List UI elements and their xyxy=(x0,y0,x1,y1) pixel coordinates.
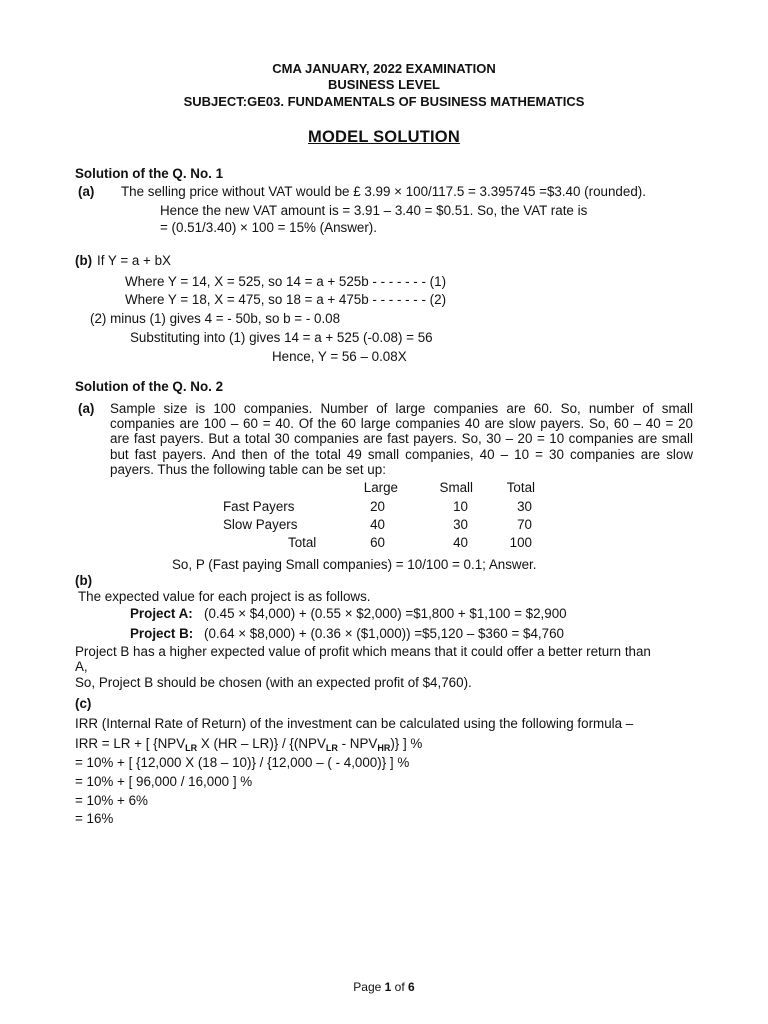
q2b-conclusion-2: So, Project B should be chosen (with an expected profit of $4,760). xyxy=(75,675,472,690)
q1b-line3: Where Y = 18, X = 475, so 18 = a + 475b - - - - - - - (2) xyxy=(125,292,447,307)
table-col-total: Total xyxy=(506,480,535,495)
page-number: Page 1 of 6 xyxy=(353,980,415,994)
table-cell: 60 xyxy=(370,535,385,550)
q1a-line3: = (0.51/3.40) × 100 = 15% (Answer). xyxy=(160,220,377,235)
irr-step-2: = 10% + [ 96,000 / 16,000 ] % xyxy=(75,774,253,789)
project-b-calc: (0.64 × $8,000) + (0.36 × ($1,000)) =$5,120 – $360 = $4,760 xyxy=(204,626,564,641)
q2a-answer: So, P (Fast paying Small companies) = 10/100 = 0.1; Answer. xyxy=(172,557,537,572)
q1b-label: (b) xyxy=(75,253,93,268)
q2a-label: (a) xyxy=(78,401,95,416)
page-title: MODEL SOLUTION xyxy=(308,128,460,146)
table-cell: 10 xyxy=(453,499,468,514)
irr-step-1: = 10% + [ {12,000 X (18 – 10)} / {12,000 – ( - 4,000)} ] % xyxy=(75,755,410,770)
table-cell: 30 xyxy=(517,499,532,514)
q2c-label: (c) xyxy=(75,696,92,711)
q2b-intro: The expected value for each project is as follows. xyxy=(78,589,371,604)
q2a-paragraph: Sample size is 100 companies. Number of large companies are 60. So, number of small companies are 100 – 60 = 40. Of the 60 large companies 40 are slow payers. So, 60 – 40 = 20 are fast payers. But a total 30 companies are fast payers. So, 30 – 20 = 10 companies are small but fast payers. And then of the total 49 small companies, 40 – 10 = 30 companies are slow payers. Thus the following table can be set up: xyxy=(110,401,693,477)
irr-formula: IRR = LR + [ {$NPV_{LR}$ X $(HR - LR)\} / \{(NPV_{LR} - NPV_{HR})\}$ ] % xyxy=(75,736,423,753)
table-cell: 40 xyxy=(453,535,468,550)
exam-subject: SUBJECT:GE03. FUNDAMENTALS OF BUSINESS MATHEMATICS xyxy=(183,94,585,109)
q1b-line6: Hence, Y = 56 – 0.08X xyxy=(272,349,407,364)
table-cell: 100 xyxy=(509,535,532,550)
table-row-label: Total xyxy=(288,535,317,550)
q1b-line2: Where Y = 14, X = 525, so 14 = a + 525b - - - - - - - (1) xyxy=(125,274,447,289)
q1a-line1: The selling price without VAT would be £ 3.99 × 100/117.5 = 3.395745 =$3.40 (rounded). xyxy=(121,184,646,199)
exam-title: CMA JANUARY, 2022 EXAMINATION xyxy=(272,61,496,76)
q1a-line2: Hence the new VAT amount is = 3.91 – 3.40 = $0.51. So, the VAT rate is xyxy=(160,203,588,218)
project-a-calc: (0.45 × $4,000) + (0.55 × $2,000) =$1,800 + $1,100 = $2,900 xyxy=(204,606,567,621)
table-cell: 40 xyxy=(370,517,385,532)
irr-step-3: = 10% + 6% xyxy=(75,793,148,808)
q2b-conclusion-1: Project B has a higher expected value of profit which means that it could offer a better return than xyxy=(75,644,651,659)
q1b-line4: (2) minus (1) gives 4 = - 50b, so b = - 0.08 xyxy=(90,311,341,326)
q2-heading: Solution of the Q. No. 2 xyxy=(75,379,224,394)
table-cell: 30 xyxy=(453,517,468,532)
q1-heading: Solution of the Q. No. 1 xyxy=(75,166,224,181)
exam-level: BUSINESS LEVEL xyxy=(328,77,440,92)
q2c-intro: IRR (Internal Rate of Return) of the investment can be calculated using the following formula – xyxy=(75,716,634,731)
table-cell: 70 xyxy=(517,517,532,532)
table-cell: 20 xyxy=(370,499,385,514)
table-col-small: Small xyxy=(439,480,473,495)
project-a-label: Project A: xyxy=(130,606,193,621)
q1b-line5: Substituting into (1) gives 14 = a + 525 (-0.08) = 56 xyxy=(130,330,433,345)
table-row-label: Slow Payers xyxy=(223,517,298,532)
table-row-label: Fast Payers xyxy=(223,499,295,514)
table-col-large: Large xyxy=(363,480,398,495)
q2b-conclusion-1b: A, xyxy=(75,659,88,674)
q2b-label: (b) xyxy=(75,573,93,588)
q1b-line1: If Y = a + bX xyxy=(97,253,171,268)
irr-step-4: = 16% xyxy=(75,811,114,826)
project-b-label: Project B: xyxy=(130,626,194,641)
q1a-label: (a) xyxy=(78,184,95,199)
